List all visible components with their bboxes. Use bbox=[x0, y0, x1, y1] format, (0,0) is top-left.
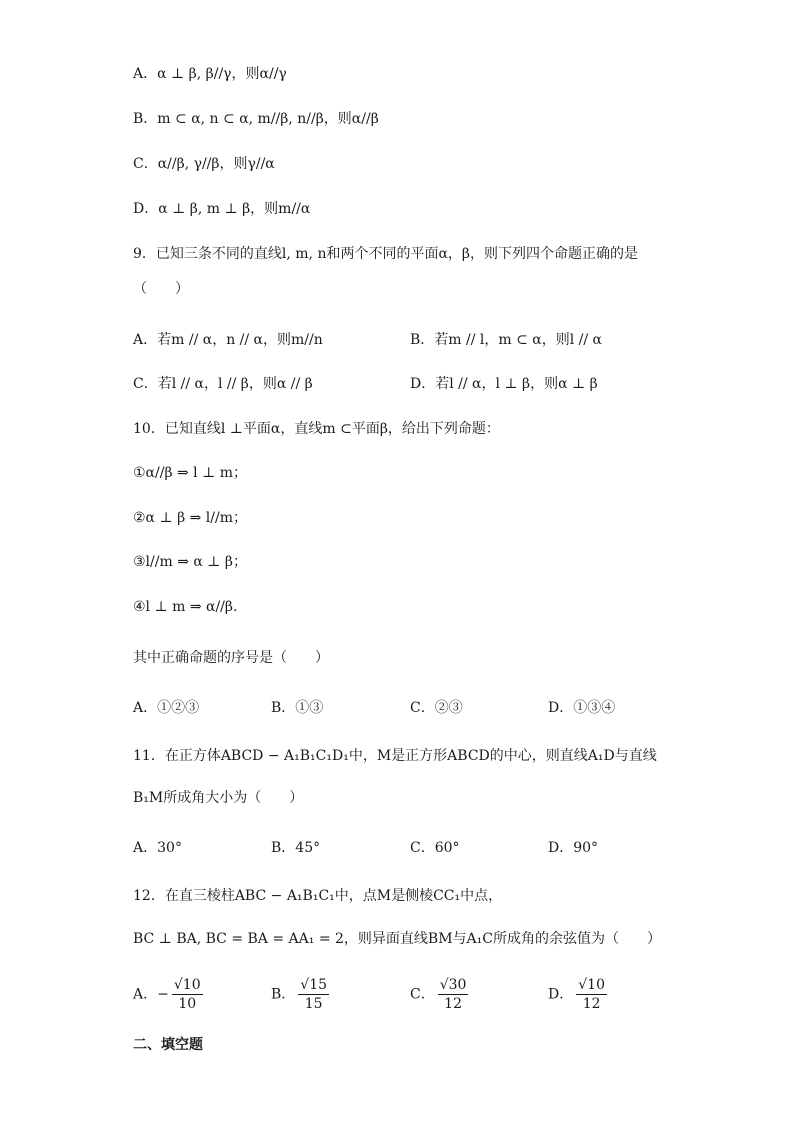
section-heading-fill-in: 二、填空题 bbox=[133, 1037, 203, 1053]
q12-option-a: A．− √ $\frac{10}{10}$ bbox=[133, 976, 203, 1013]
q12-stem-line1: 12．在直三棱柱ABC − A₁B₁C₁中，点M是侧棱CC₁中点， bbox=[133, 888, 503, 904]
q11-option-a: A．30° bbox=[133, 840, 182, 856]
q8-option-d: D．α ⊥ β, m ⊥ β，则m//α bbox=[133, 201, 311, 217]
q12-option-c: C． √ $\frac{30}{12}$ bbox=[410, 976, 468, 1013]
q11-option-c: C．60° bbox=[410, 840, 460, 856]
q11-option-b: B．45° bbox=[271, 840, 321, 856]
q11-stem-line1: 11．在正方体ABCD − A₁B₁C₁D₁中，M是正方形ABCD的中心，则直线A₁D与直线 bbox=[133, 748, 657, 764]
q10-option-a: A．①②③ bbox=[133, 700, 200, 716]
q12-option-c-fraction: √ $\frac{30}{12}$ bbox=[438, 976, 469, 1013]
q9-option-b: B．若m // l，m ⊂ α，则l // α bbox=[410, 332, 603, 348]
q12-option-d-fraction: √ $\frac{10}{12}$ bbox=[576, 976, 607, 1013]
q8-option-b: B．m ⊂ α, n ⊂ α, m//β, n//β，则α//β bbox=[133, 111, 379, 127]
q10-ask: 其中正确命题的序号是（ ） bbox=[133, 650, 329, 666]
q11-stem-line2: B₁M所成角大小为（ ） bbox=[133, 790, 304, 806]
q10-option-c: C．②③ bbox=[410, 700, 463, 716]
q12-option-b: B． √ $\frac{15}{15}$ bbox=[271, 976, 329, 1013]
q8-option-c: C．α//β, γ//β，则γ//α bbox=[133, 156, 275, 172]
q11-option-d: D．90° bbox=[548, 840, 599, 856]
q9-blank: （ ） bbox=[133, 281, 189, 297]
q12-option-d: D． √ $\frac{10}{12}$ bbox=[548, 976, 607, 1013]
q10-prop-2: ②α ⊥ β ⇒ l//m； bbox=[133, 510, 247, 526]
q9-option-a: A．若m // α，n // α，则m//n bbox=[133, 332, 323, 348]
q9-option-c: C．若l // α，l // β，则α // β bbox=[133, 376, 313, 392]
q10-option-d: D．①③④ bbox=[548, 700, 616, 716]
q10-option-b: B．①③ bbox=[271, 700, 324, 716]
q10-prop-3: ③l//m ⇒ α ⊥ β； bbox=[133, 554, 247, 570]
q12-option-b-fraction: √ $\frac{15}{15}$ bbox=[298, 976, 329, 1013]
q10-stem: 10．已知直线l ⊥平面α，直线m ⊂平面β，给出下列命题： bbox=[133, 421, 500, 437]
q9-stem: 9．已知三条不同的直线l, m, n和两个不同的平面α，β，则下列四个命题正确的是 bbox=[133, 246, 639, 262]
q12-option-a-fraction: √ $\frac{10}{10}$ bbox=[172, 976, 203, 1013]
q9-option-d: D．若l // α，l ⊥ β，则α ⊥ β bbox=[410, 376, 598, 392]
q8-option-a: A．α ⊥ β, β//γ，则α//γ bbox=[133, 66, 287, 82]
q10-prop-4: ④l ⊥ m ⇒ α//β. bbox=[133, 599, 238, 615]
q12-stem-line2: BC ⊥ BA, BC = BA = AA₁ = 2，则异面直线BM与A₁C所成角的余弦值为（ ） bbox=[133, 931, 661, 947]
q10-prop-1: ①α//β ⇒ l ⊥ m； bbox=[133, 465, 247, 481]
